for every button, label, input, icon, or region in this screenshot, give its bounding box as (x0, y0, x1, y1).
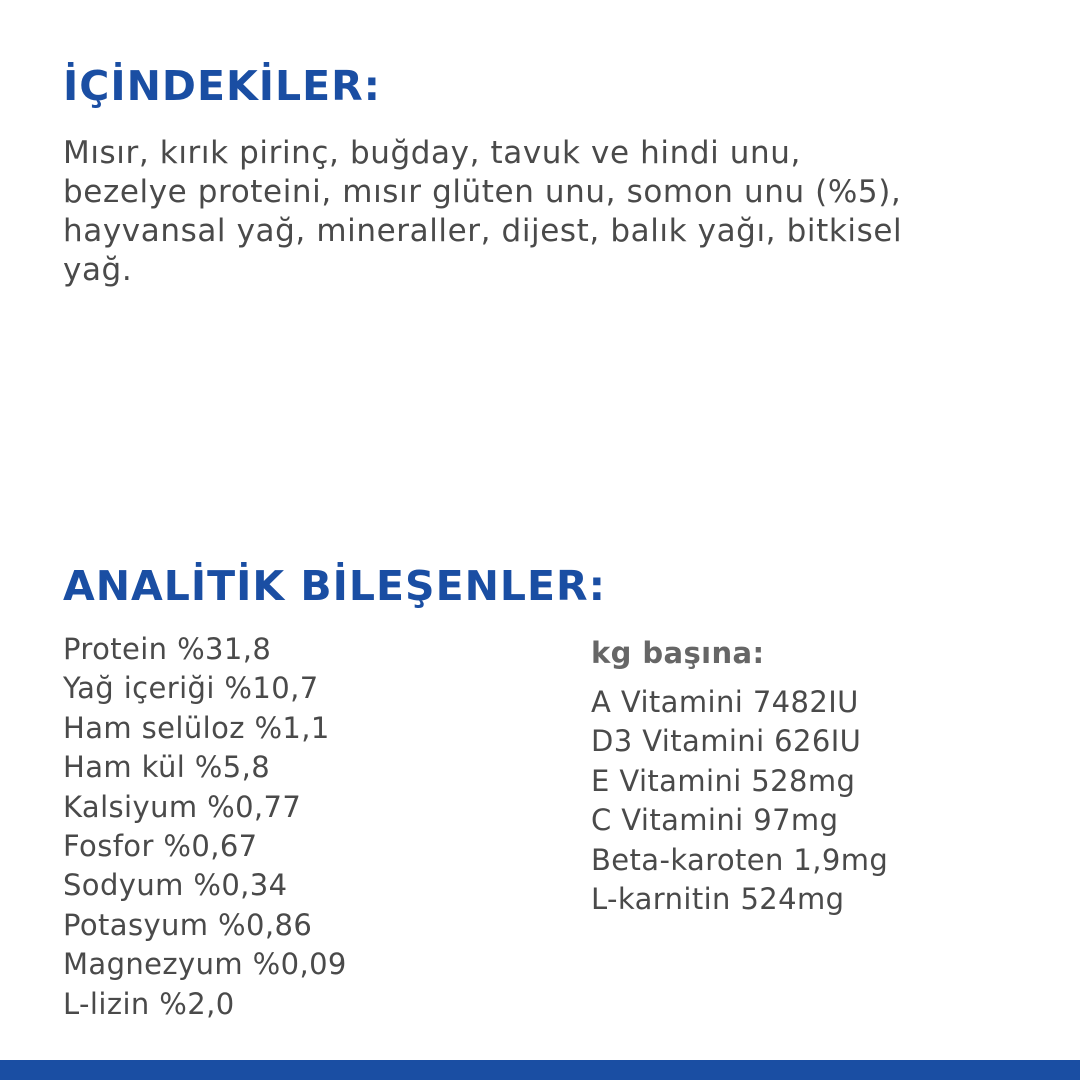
analytic-item: Potasyum %0,86 (63, 907, 313, 942)
ingredients-text (63, 134, 1053, 290)
per-kg-subheading: kg başına: (591, 636, 765, 670)
analytic-item: Protein %31,8 (63, 632, 272, 666)
vitamin-item: C Vitamini 97mg (591, 803, 839, 838)
analytic-components-heading: ANALİTİK BİLEŞENLER: (63, 562, 607, 610)
vitamin-item: E Vitamini 528mg (591, 763, 856, 798)
analytic-item: Ham selüloz %1,1 (63, 710, 330, 745)
vitamin-item: Beta-karoten 1,9mg (591, 842, 889, 877)
vitamin-item: A Vitamini 7482IU (591, 685, 859, 719)
ingredients-line: hayvansal yağ, mineraller, dijest, balık yağı, bitkisel (63, 213, 903, 249)
analytic-item: L-lizin %2,0 (63, 986, 235, 1021)
bottom-brand-bar (0, 1060, 1080, 1080)
analytic-item: Ham kül %5,8 (63, 750, 271, 785)
analytic-item: Magnezyum %0,09 (63, 947, 347, 982)
per-kg-vitamin-list (591, 683, 888, 919)
ingredients-heading: İÇİNDEKİLER: (63, 62, 382, 110)
ingredients-line: yağ. (63, 252, 133, 288)
vitamin-item: L-karnitin 524mg (591, 882, 845, 917)
vitamin-item: D3 Vitamini 626IU (591, 724, 862, 759)
ingredients-line: bezelye proteini, mısır glüten unu, somon unu (%5), (63, 174, 902, 210)
analytic-item: Kalsiyum %0,77 (63, 789, 302, 824)
analytic-components-list (63, 630, 347, 1024)
analytic-item: Yağ içeriği %10,7 (63, 671, 319, 706)
analytic-item: Sodyum %0,34 (63, 868, 288, 903)
analytic-item: Fosfor %0,67 (63, 829, 258, 864)
ingredients-line: Mısır, kırık pirinç, buğday, tavuk ve hindi unu, (63, 135, 801, 171)
